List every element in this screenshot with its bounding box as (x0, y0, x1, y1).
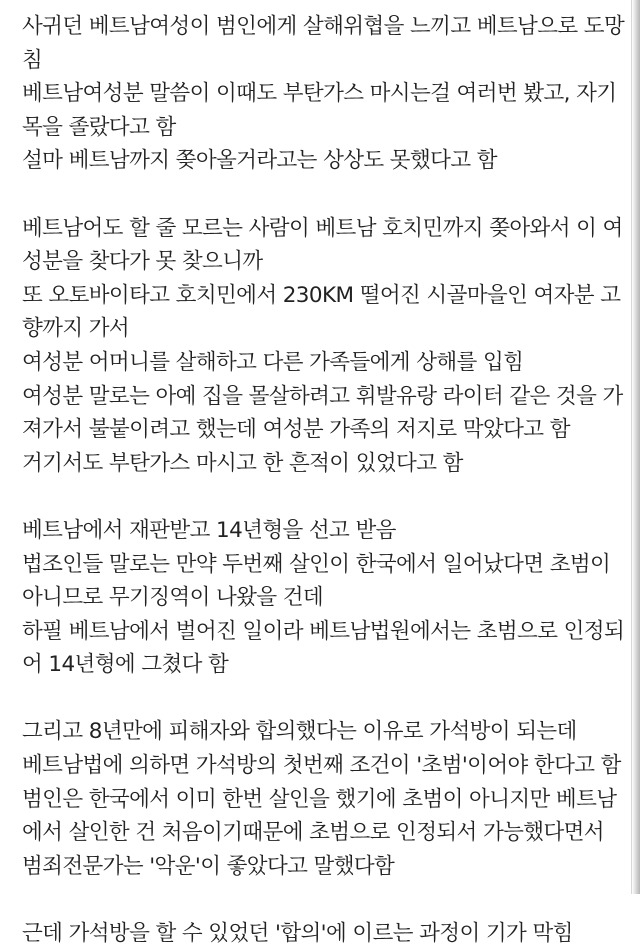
text-line: 법조인들 말로는 만약 두번째 살인이 한국에서 일어났다면 초범이 (22, 551, 611, 577)
article-text (22, 10, 627, 951)
text-line: 또 오토바이타고 호치민에서 230KM 떨어진 시골마을인 여자분 고 (22, 282, 621, 308)
text-line: 범인은 한국에서 이미 한번 살인을 했기에 초범이 아니지만 베트남 (22, 786, 617, 812)
text-line: 설마 베트남까지 쫒아올거라고는 상상도 못했다고 함 (22, 148, 497, 174)
paragraph-gap (22, 883, 627, 917)
text-line: 져가서 불붙이려고 했는데 여성분 가족의 저지로 막았다고 함 (22, 417, 570, 443)
paragraph-settlement (22, 917, 627, 951)
text-line: 범죄전문가는 '악운'이 좋았다고 말했다함 (22, 853, 395, 879)
text-line: 여성분 말로는 아예 집을 몰살하려고 휘발유랑 라이터 같은 것을 가 (22, 383, 623, 409)
text-line: 베트남어도 할 줄 모르는 사람이 베트남 호치민까지 쫒아와서 이 여 (22, 215, 623, 241)
text-line: 여성분 어머니를 살해하고 다른 가족들에게 상해를 입힘 (22, 349, 524, 375)
paragraph-parole (22, 715, 627, 883)
text-line: 베트남에서 재판받고 14년형을 선고 받음 (22, 517, 396, 543)
paragraph-pursuit (22, 212, 627, 481)
page-edge-shadow (632, 0, 640, 894)
text-line: 근데 가석방을 할 수 있었던 '합의'에 이르는 과정이 기가 막힘 (22, 921, 573, 947)
paragraph-gap (22, 682, 627, 716)
text-line: 에서 살인한 건 처음이기때문에 초범으로 인정되서 가능했다면서 (22, 820, 604, 846)
text-line: 그리고 8년만에 피해자와 합의했다는 이유로 가석방이 되는데 (22, 719, 577, 745)
paragraph-gap (22, 178, 627, 212)
text-line: 어 14년형에 그쳤다 함 (22, 652, 229, 678)
paragraph-escape (22, 10, 627, 178)
text-line: 침 (22, 47, 43, 73)
text-line: 하필 베트남에서 벌어진 일이라 베트남법원에서는 초범으로 인정되 (22, 618, 625, 644)
text-line: 거기서도 부탄가스 마시고 한 흔적이 있었다고 함 (22, 450, 463, 476)
text-line: 목을 졸랐다고 함 (22, 114, 176, 140)
text-line: 아니므로 무기징역이 나왔을 건데 (22, 585, 324, 611)
text-line: 베트남여성분 말씀이 이때도 부탄가스 마시는걸 여러번 봤고, 자기 (22, 81, 617, 107)
text-line: 사귀던 베트남여성이 범인에게 살해위협을 느끼고 베트남으로 도망 (22, 14, 625, 39)
text-line: 향까지 가서 (22, 316, 130, 342)
text-line: 성분을 찾다가 못 찾으니까 (22, 249, 263, 275)
paragraph-gap (22, 480, 627, 514)
text-line: 베트남법에 의하면 가석방의 첫번째 조건이 '초범'이어야 한다고 함 (22, 753, 621, 779)
paragraph-sentence (22, 514, 627, 682)
